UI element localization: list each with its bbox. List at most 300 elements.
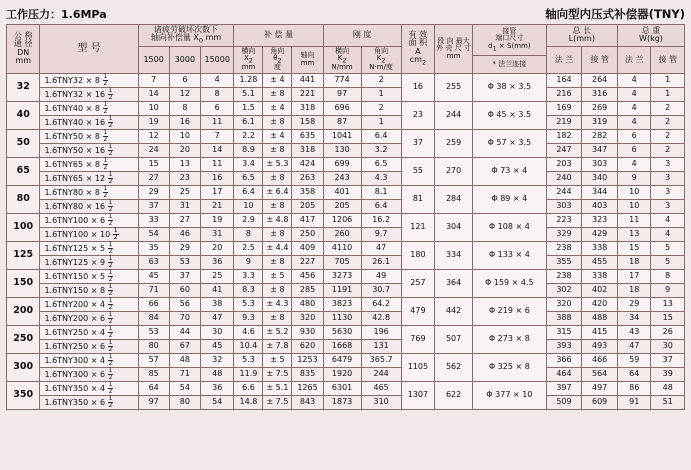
table-row xyxy=(7,73,685,87)
cell-weight-flange: 10 xyxy=(617,199,650,213)
cell-x3000: 13 xyxy=(169,157,200,171)
col-comp-lateral-l1: 横向 xyxy=(241,46,256,55)
cell-stiff-angular: 310 xyxy=(361,395,401,409)
cell-weight-flange: 13 xyxy=(617,227,650,241)
cell-comp-angular: ± 4.8 xyxy=(263,213,292,227)
cell-x1500: 57 xyxy=(138,353,169,367)
cell-model: 1.6TNY50 × 8 $\frac{1}{2}$ xyxy=(40,129,138,143)
page-title: 轴向型内压式补偿器(TNY) xyxy=(545,7,685,21)
cell-area: 257 xyxy=(401,269,434,297)
cell-x1500: 27 xyxy=(138,171,169,185)
cell-length-pipe: 402 xyxy=(582,283,618,297)
col-fatigue-group xyxy=(138,25,234,47)
cell-comp-axial: 285 xyxy=(292,283,323,297)
cell-dn: 100 xyxy=(7,213,40,241)
cell-x15000: 8 xyxy=(200,87,233,101)
cell-stiff-lateral: 6479 xyxy=(323,353,361,367)
cell-outer: 244 xyxy=(435,101,473,129)
cell-conn: Φ 377 × 10 xyxy=(473,381,547,409)
cell-comp-angular: ± 4.3 xyxy=(263,297,292,311)
cell-weight-pipe: 5 xyxy=(651,255,685,269)
cell-x1500: 45 xyxy=(138,269,169,283)
cell-model: 1.6TNY125 × 9 $\frac{1}{2}$ xyxy=(40,255,138,269)
cell-comp-angular: ± 8 xyxy=(263,227,292,241)
cell-dn: 80 xyxy=(7,185,40,213)
cell-area: 37 xyxy=(401,129,434,157)
table-body xyxy=(7,73,685,409)
col-dn xyxy=(7,25,40,74)
col-dn-l3: DN xyxy=(17,47,30,57)
col-conn-d: d xyxy=(488,41,493,50)
cell-x15000: 31 xyxy=(200,227,233,241)
cell-weight-flange: 59 xyxy=(617,353,650,367)
cell-length-flange: 240 xyxy=(546,171,582,185)
cell-x3000: 12 xyxy=(169,87,200,101)
cell-length-pipe: 493 xyxy=(582,339,618,353)
col-stiff-angular-unit: N·m/度 xyxy=(369,63,393,72)
cell-length-flange: 388 xyxy=(546,311,582,325)
cell-weight-pipe: 8 xyxy=(651,269,685,283)
table-row xyxy=(7,269,685,283)
cell-area: 1105 xyxy=(401,353,434,381)
cell-stiff-lateral: 1191 xyxy=(323,283,361,297)
table-row xyxy=(7,199,685,213)
cell-comp-axial: 318 xyxy=(292,101,323,115)
cell-outer: 507 xyxy=(435,325,473,353)
cell-comp-angular: ± 4 xyxy=(263,129,292,143)
cell-model: 1.6TNY150 × 8 $\frac{1}{2}$ xyxy=(40,283,138,297)
cell-length-flange: 247 xyxy=(546,143,582,157)
cell-stiff-angular: 26.1 xyxy=(361,255,401,269)
cell-model: 1.6TNY32 × 8 $\frac{1}{2}$ xyxy=(40,73,138,87)
cell-weight-pipe: 13 xyxy=(651,297,685,311)
cell-comp-lateral: 8 xyxy=(234,227,263,241)
cell-length-flange: 216 xyxy=(546,87,582,101)
cell-x15000: 11 xyxy=(200,157,233,171)
cell-weight-pipe: 4 xyxy=(651,227,685,241)
cell-x1500: 53 xyxy=(138,325,169,339)
col-stiff-angular xyxy=(361,46,401,73)
col-weight-group xyxy=(617,25,684,47)
cell-length-flange: 320 xyxy=(546,297,582,311)
cell-comp-axial: 424 xyxy=(292,157,323,171)
cell-x15000: 48 xyxy=(200,367,233,381)
table-row xyxy=(7,227,685,241)
cell-x1500: 14 xyxy=(138,87,169,101)
cell-comp-lateral: 10 xyxy=(234,199,263,213)
cell-model: 1.6TNY350 × 6 $\frac{1}{2}$ xyxy=(40,395,138,409)
cell-x15000: 11 xyxy=(200,115,233,129)
col-fatigue-15000: 15000 xyxy=(200,46,233,73)
cell-comp-lateral: 2.9 xyxy=(234,213,263,227)
cell-outer: 562 xyxy=(435,353,473,381)
cell-length-pipe: 344 xyxy=(582,185,618,199)
cell-weight-flange: 43 xyxy=(617,325,650,339)
cell-x15000: 36 xyxy=(200,255,233,269)
table-row xyxy=(7,129,685,143)
cell-x3000: 16 xyxy=(169,115,200,129)
cell-comp-angular: ± 8 xyxy=(263,171,292,185)
cell-x3000: 60 xyxy=(169,283,200,297)
cell-weight-pipe: 2 xyxy=(651,143,685,157)
cell-x1500: 66 xyxy=(138,297,169,311)
cell-weight-pipe: 26 xyxy=(651,325,685,339)
cell-x15000: 54 xyxy=(200,395,233,409)
col-area-unit: cm xyxy=(409,55,422,65)
col-fatigue-unit: mm xyxy=(205,33,222,43)
cell-x15000: 4 xyxy=(200,73,233,87)
cell-comp-angular: ± 8 xyxy=(263,199,292,213)
cell-model: 1.6TNY250 × 4 $\frac{1}{2}$ xyxy=(40,325,138,339)
cell-stiff-angular: 131 xyxy=(361,339,401,353)
table-row xyxy=(7,157,685,171)
cell-model: 1.6TNY100 × 10 $\frac{1}{2}$ xyxy=(40,227,138,241)
specification-table xyxy=(6,24,685,410)
cell-stiff-angular: 465 xyxy=(361,381,401,395)
cell-length-pipe: 466 xyxy=(582,353,618,367)
cell-stiff-angular: 4.3 xyxy=(361,171,401,185)
col-comp-lateral-unit: mm xyxy=(241,63,256,72)
cell-x3000: 27 xyxy=(169,213,200,227)
cell-length-flange: 397 xyxy=(546,381,582,395)
table-row xyxy=(7,87,685,101)
col-fatigue-var: X xyxy=(193,33,199,43)
cell-length-flange: 219 xyxy=(546,115,582,129)
cell-conn: Φ 73 × 4 xyxy=(473,157,547,185)
cell-stiff-lateral: 6301 xyxy=(323,381,361,395)
cell-comp-axial: 417 xyxy=(292,213,323,227)
cell-x1500: 12 xyxy=(138,129,169,143)
cell-length-pipe: 429 xyxy=(582,227,618,241)
cell-x15000: 20 xyxy=(200,241,233,255)
cell-area: 1307 xyxy=(401,381,434,409)
cell-length-flange: 355 xyxy=(546,255,582,269)
cell-model: 1.6TNY300 × 6 $\frac{1}{2}$ xyxy=(40,367,138,381)
cell-x3000: 71 xyxy=(169,367,200,381)
cell-conn: Φ 38 × 3.5 xyxy=(473,73,547,101)
cell-model: 1.6TNY80 × 16 $\frac{1}{2}$ xyxy=(40,199,138,213)
cell-stiff-angular: 47 xyxy=(361,241,401,255)
cell-x15000: 32 xyxy=(200,353,233,367)
cell-model: 1.6TNY50 × 16 $\frac{1}{2}$ xyxy=(40,143,138,157)
cell-outer: 334 xyxy=(435,241,473,269)
cell-x3000: 70 xyxy=(169,311,200,325)
cell-weight-flange: 4 xyxy=(617,157,650,171)
cell-model: 1.6TNY40 × 16 $\frac{1}{2}$ xyxy=(40,115,138,129)
cell-x3000: 8 xyxy=(169,101,200,115)
cell-x3000: 25 xyxy=(169,185,200,199)
cell-comp-angular: ± 6.4 xyxy=(263,185,292,199)
cell-comp-lateral: 2.2 xyxy=(234,129,263,143)
cell-stiff-angular: 49 xyxy=(361,269,401,283)
col-length-flange: 法 兰 xyxy=(546,46,582,73)
cell-weight-pipe: 2 xyxy=(651,115,685,129)
cell-comp-angular: ± 8 xyxy=(263,311,292,325)
cell-comp-angular: ± 4.4 xyxy=(263,241,292,255)
cell-model: 1.6TNY350 × 4 $\frac{1}{2}$ xyxy=(40,381,138,395)
col-conn-s: × S(mm) xyxy=(496,41,531,50)
cell-x1500: 19 xyxy=(138,115,169,129)
col-stiff-group: 刚 度 xyxy=(323,25,401,47)
cell-comp-angular: ± 8 xyxy=(263,87,292,101)
cell-model: 1.6TNY125 × 5 $\frac{1}{2}$ xyxy=(40,241,138,255)
cell-stiff-angular: 9.7 xyxy=(361,227,401,241)
col-outer xyxy=(435,25,473,74)
cell-x1500: 10 xyxy=(138,101,169,115)
cell-x3000: 20 xyxy=(169,143,200,157)
col-outer-l1: 段 向 最大 xyxy=(437,36,470,45)
col-comp-axial xyxy=(292,46,323,73)
cell-weight-pipe: 3 xyxy=(651,199,685,213)
cell-length-flange: 238 xyxy=(546,269,582,283)
cell-x3000: 37 xyxy=(169,269,200,283)
cell-comp-axial: 1253 xyxy=(292,353,323,367)
col-comp-axial-l1: 轴向 xyxy=(300,51,315,60)
cell-dn: 40 xyxy=(7,101,40,129)
col-fatigue-title: 诸疲劳破坏次数下 xyxy=(154,25,218,34)
cell-length-pipe: 488 xyxy=(582,311,618,325)
table-row xyxy=(7,311,685,325)
cell-length-pipe: 282 xyxy=(582,129,618,143)
table-row xyxy=(7,395,685,409)
cell-x3000: 31 xyxy=(169,199,200,213)
cell-dn: 125 xyxy=(7,241,40,269)
cell-x3000: 80 xyxy=(169,395,200,409)
cell-x3000: 67 xyxy=(169,339,200,353)
cell-model: 1.6TNY65 × 8 $\frac{1}{2}$ xyxy=(40,157,138,171)
cell-weight-flange: 18 xyxy=(617,283,650,297)
cell-comp-axial: 158 xyxy=(292,115,323,129)
cell-x15000: 25 xyxy=(200,269,233,283)
cell-dn: 250 xyxy=(7,325,40,353)
cell-length-flange: 329 xyxy=(546,227,582,241)
cell-stiff-angular: 2 xyxy=(361,73,401,87)
cell-stiff-angular: 42.8 xyxy=(361,311,401,325)
cell-stiff-angular: 2 xyxy=(361,101,401,115)
col-comp-angular-l1: 角向 xyxy=(270,46,285,55)
cell-stiff-angular: 64.2 xyxy=(361,297,401,311)
cell-stiff-lateral: 97 xyxy=(323,87,361,101)
cell-comp-axial: 358 xyxy=(292,185,323,199)
col-comp-lateral-symsub: 2 xyxy=(248,56,253,65)
cell-stiff-lateral: 696 xyxy=(323,101,361,115)
cell-x1500: 7 xyxy=(138,73,169,87)
cell-stiff-lateral: 705 xyxy=(323,255,361,269)
cell-conn: Φ 45 × 3.5 xyxy=(473,101,547,129)
cell-stiff-angular: 6.5 xyxy=(361,157,401,171)
cell-weight-flange: 29 xyxy=(617,297,650,311)
cell-stiff-lateral: 260 xyxy=(323,227,361,241)
cell-model: 1.6TNY80 × 8 $\frac{1}{2}$ xyxy=(40,185,138,199)
cell-area: 769 xyxy=(401,325,434,353)
cell-comp-lateral: 1.28 xyxy=(234,73,263,87)
cell-comp-lateral: 14.8 xyxy=(234,395,263,409)
cell-x1500: 97 xyxy=(138,395,169,409)
cell-length-flange: 509 xyxy=(546,395,582,409)
cell-conn: Φ 133 × 4 xyxy=(473,241,547,269)
cell-comp-lateral: 6.1 xyxy=(234,115,263,129)
cell-weight-pipe: 9 xyxy=(651,283,685,297)
cell-comp-lateral: 11.9 xyxy=(234,367,263,381)
cell-x1500: 37 xyxy=(138,199,169,213)
col-comp-angular-symsub: 2 xyxy=(277,56,282,65)
table-row xyxy=(7,339,685,353)
cell-x15000: 36 xyxy=(200,381,233,395)
col-fatigue-sub xyxy=(139,34,234,44)
col-area-l1: 有 效 xyxy=(408,30,428,40)
cell-comp-lateral: 3.4 xyxy=(234,157,263,171)
cell-weight-pipe: 2 xyxy=(651,101,685,115)
cell-weight-flange: 17 xyxy=(617,269,650,283)
cell-length-pipe: 323 xyxy=(582,213,618,227)
cell-stiff-lateral: 3273 xyxy=(323,269,361,283)
cell-comp-axial: 263 xyxy=(292,171,323,185)
col-dn-l2: 通 径 xyxy=(13,39,33,49)
col-area-l3: A xyxy=(415,46,421,56)
col-weight-pipe: 接 管 xyxy=(651,46,685,73)
cell-comp-angular: ± 8 xyxy=(263,283,292,297)
cell-comp-lateral: 6.6 xyxy=(234,381,263,395)
cell-x1500: 24 xyxy=(138,143,169,157)
cell-weight-pipe: 4 xyxy=(651,213,685,227)
cell-x3000: 23 xyxy=(169,171,200,185)
cell-x1500: 35 xyxy=(138,241,169,255)
cell-stiff-lateral: 4110 xyxy=(323,241,361,255)
cell-dn: 32 xyxy=(7,73,40,101)
cell-weight-pipe: 37 xyxy=(651,353,685,367)
cell-area: 479 xyxy=(401,297,434,325)
cell-length-flange: 315 xyxy=(546,325,582,339)
col-conn-title: 接管 xyxy=(502,26,517,35)
cell-x15000: 47 xyxy=(200,311,233,325)
col-dn-l4: mm xyxy=(15,56,32,66)
cell-x1500: 29 xyxy=(138,185,169,199)
col-fatigue-3000: 3000 xyxy=(169,46,200,73)
cell-comp-axial: 250 xyxy=(292,227,323,241)
cell-x15000: 14 xyxy=(200,143,233,157)
cell-area: 55 xyxy=(401,157,434,185)
cell-model: 1.6TNY200 × 6 $\frac{1}{2}$ xyxy=(40,311,138,325)
cell-outer: 255 xyxy=(435,73,473,101)
cell-weight-flange: 15 xyxy=(617,241,650,255)
cell-comp-lateral: 9.3 xyxy=(234,311,263,325)
cell-comp-lateral: 10.4 xyxy=(234,339,263,353)
table-row xyxy=(7,381,685,395)
cell-stiff-lateral: 87 xyxy=(323,115,361,129)
cell-stiff-angular: 6.4 xyxy=(361,199,401,213)
cell-length-pipe: 497 xyxy=(582,381,618,395)
col-stiff-angular-l1: 角向 xyxy=(374,46,389,55)
cell-stiff-lateral: 1873 xyxy=(323,395,361,409)
cell-weight-pipe: 48 xyxy=(651,381,685,395)
cell-comp-lateral: 9 xyxy=(234,255,263,269)
cell-stiff-lateral: 243 xyxy=(323,171,361,185)
cell-length-flange: 238 xyxy=(546,241,582,255)
cell-weight-pipe: 5 xyxy=(651,241,685,255)
cell-stiff-lateral: 205 xyxy=(323,199,361,213)
col-weight-sub: W(kg) xyxy=(639,34,663,44)
cell-stiff-angular: 16.2 xyxy=(361,213,401,227)
cell-stiff-lateral: 1041 xyxy=(323,129,361,143)
cell-x15000: 21 xyxy=(200,199,233,213)
cell-comp-angular: ± 7.5 xyxy=(263,367,292,381)
cell-outer: 270 xyxy=(435,157,473,185)
cell-stiff-angular: 6.4 xyxy=(361,129,401,143)
cell-stiff-angular: 365.7 xyxy=(361,353,401,367)
cell-x15000: 19 xyxy=(200,213,233,227)
cell-comp-lateral: 5.3 xyxy=(234,353,263,367)
cell-conn: Φ 89 × 4 xyxy=(473,185,547,213)
cell-weight-pipe: 51 xyxy=(651,395,685,409)
cell-model: 1.6TNY300 × 4 $\frac{1}{2}$ xyxy=(40,353,138,367)
cell-stiff-lateral: 1920 xyxy=(323,367,361,381)
cell-weight-flange: 34 xyxy=(617,311,650,325)
cell-weight-flange: 64 xyxy=(617,367,650,381)
cell-weight-flange: 4 xyxy=(617,115,650,129)
col-area xyxy=(401,25,434,74)
col-fatigue-sub-text: 轴向补偿量 xyxy=(150,33,191,43)
cell-area: 81 xyxy=(401,185,434,213)
table-row xyxy=(7,325,685,339)
cell-weight-pipe: 30 xyxy=(651,339,685,353)
cell-length-flange: 366 xyxy=(546,353,582,367)
cell-dn: 50 xyxy=(7,129,40,157)
cell-x1500: 85 xyxy=(138,367,169,381)
cell-weight-flange: 91 xyxy=(617,395,650,409)
cell-x15000: 30 xyxy=(200,325,233,339)
col-length-title: 总 长 xyxy=(572,26,592,35)
cell-stiff-lateral: 401 xyxy=(323,185,361,199)
header-row-1 xyxy=(7,25,685,47)
cell-stiff-angular: 244 xyxy=(361,367,401,381)
cell-length-flange: 393 xyxy=(546,339,582,353)
cell-x15000: 45 xyxy=(200,339,233,353)
col-dn-l1: 公 称 xyxy=(13,31,33,41)
table-row xyxy=(7,353,685,367)
table-row xyxy=(7,241,685,255)
col-weight-title: 总 重 xyxy=(641,26,661,35)
cell-conn: Φ 325 × 8 xyxy=(473,353,547,381)
cell-comp-angular: ± 5.3 xyxy=(263,157,292,171)
col-length-sub: L(mm) xyxy=(568,34,595,44)
cell-x15000: 16 xyxy=(200,171,233,185)
cell-weight-pipe: 3 xyxy=(651,171,685,185)
cell-comp-angular: ± 5.1 xyxy=(263,381,292,395)
cell-length-pipe: 319 xyxy=(582,115,618,129)
cell-comp-angular: ± 7.8 xyxy=(263,339,292,353)
cell-length-pipe: 338 xyxy=(582,269,618,283)
cell-length-pipe: 415 xyxy=(582,325,618,339)
col-comp-angular-sym: θ xyxy=(273,54,278,63)
col-conn-note: * 法兰连接 xyxy=(473,55,547,73)
cell-model: 1.6TNY65 × 12 $\frac{1}{2}$ xyxy=(40,171,138,185)
cell-stiff-lateral: 1206 xyxy=(323,213,361,227)
cell-dn: 300 xyxy=(7,353,40,381)
cell-outer: 304 xyxy=(435,213,473,241)
cell-conn: Φ 108 × 4 xyxy=(473,213,547,241)
cell-comp-angular: ± 5 xyxy=(263,269,292,283)
cell-comp-lateral: 5.3 xyxy=(234,297,263,311)
cell-comp-angular: ± 7.5 xyxy=(263,395,292,409)
table-row xyxy=(7,213,685,227)
cell-outer: 364 xyxy=(435,269,473,297)
col-stiff-angular-symsub: 2 xyxy=(381,56,386,65)
cell-weight-flange: 6 xyxy=(617,129,650,143)
cell-stiff-angular: 30.7 xyxy=(361,283,401,297)
col-area-l4 xyxy=(402,56,434,66)
cell-x3000: 6 xyxy=(169,73,200,87)
cell-dn: 200 xyxy=(7,297,40,325)
